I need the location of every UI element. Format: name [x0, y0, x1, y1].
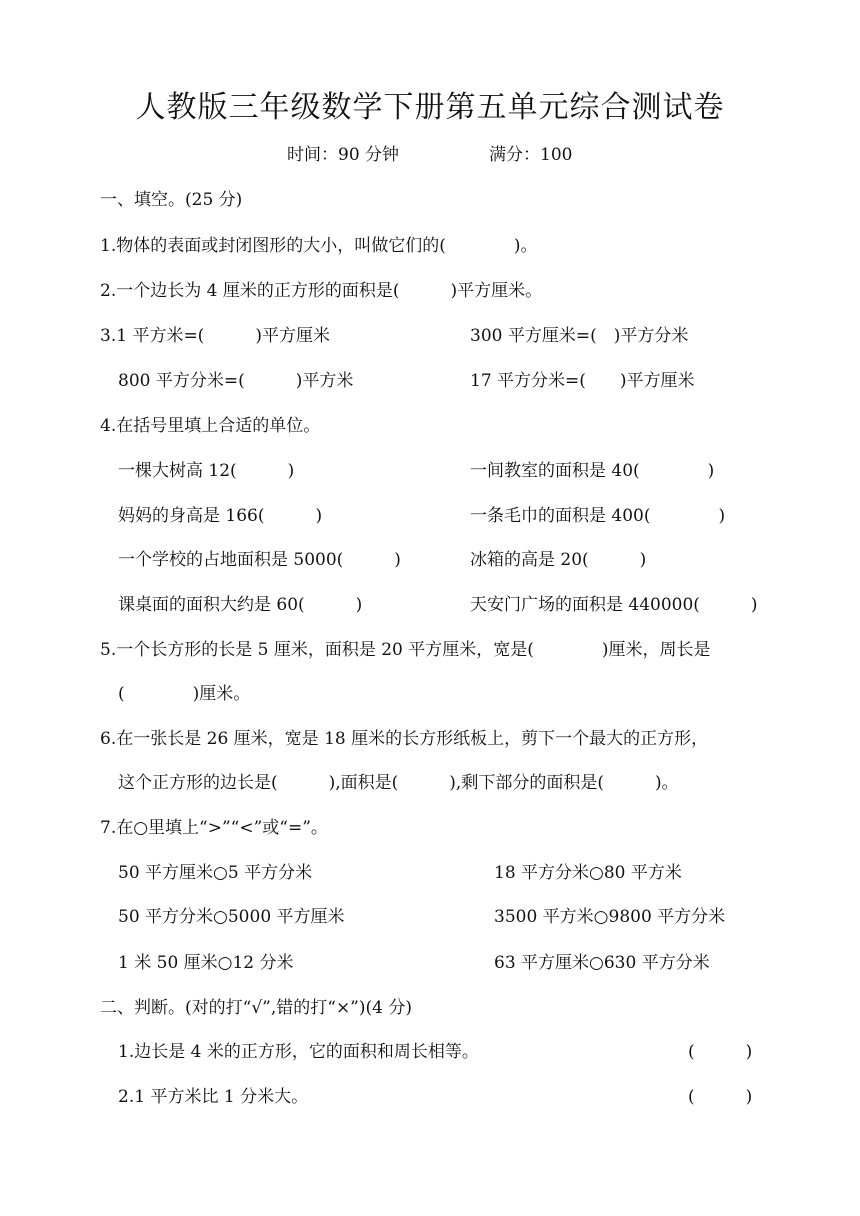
question-6-line1: 6.在一张长是 26 厘米，宽是 18 厘米的长方形纸板上，剪下一个最大的正方形， — [100, 729, 709, 749]
question-7-item: 18 平方分米○80 平方米 — [494, 863, 682, 883]
page-title: 人教版三年级数学下册第五单元综合测试卷 — [135, 90, 725, 125]
judgement-1: 1.边长是 4 米的正方形，它的面积和周长相等。 — [118, 1042, 479, 1062]
question-3a: 3.1 平方米=( )平方厘米 — [100, 326, 330, 346]
question-2: 2.一个边长为 4 厘米的正方形的面积是( )平方厘米。 — [100, 281, 543, 301]
section2-heading: 二、判断。(对的打“√”,错的打“×”)(4 分) — [100, 998, 412, 1018]
question-4-item: 一个学校的占地面积是 5000( ) — [118, 550, 401, 570]
question-4-item: 天安门广场的面积是 440000( ) — [470, 595, 758, 615]
question-5-line1: 5.一个长方形的长是 5 厘米，面积是 20 平方厘米，宽是( )厘米，周长是 — [100, 640, 711, 660]
question-3b: 300 平方厘米=( )平方分米 — [470, 326, 689, 346]
judgement-1-answer-box[interactable]: ( ) — [688, 1042, 753, 1062]
question-4-item: 一条毛巾的面积是 400( ) — [470, 506, 726, 526]
question-6-line2: 这个正方形的边长是( ),面积是( ),剩下部分的面积是( )。 — [118, 773, 679, 793]
question-1: 1.物体的表面或封闭图形的大小，叫做它们的( )。 — [100, 236, 538, 256]
question-3d: 17 平方分米=( )平方厘米 — [470, 371, 695, 391]
full-score: 满分：100 — [489, 145, 573, 165]
question-4-item: 冰箱的高是 20( ) — [470, 550, 647, 570]
judgement-2-answer-box[interactable]: ( ) — [688, 1087, 753, 1107]
question-7-item: 1 米 50 厘米○12 分米 — [118, 953, 294, 973]
question-4-item: 一间教室的面积是 40( ) — [470, 461, 715, 481]
question-7-item: 63 平方厘米○630 平方分米 — [494, 953, 710, 973]
judgement-2: 2.1 平方米比 1 分米大。 — [118, 1087, 309, 1107]
question-7-item: 3500 平方米○9800 平方分米 — [494, 907, 726, 927]
section1-heading: 一、填空。(25 分) — [100, 190, 243, 210]
question-4-item: 一棵大树高 12( ) — [118, 461, 295, 481]
question-4-item: 妈妈的身高是 166( ) — [118, 506, 323, 526]
question-3c: 800 平方分米=( )平方米 — [118, 371, 354, 391]
question-5-line2: ( )厘米。 — [118, 684, 251, 704]
question-7-item: 50 平方厘米○5 平方分米 — [118, 863, 313, 883]
question-4-item: 课桌面的面积大约是 60( ) — [118, 595, 363, 615]
question-4-stem: 4.在括号里填上合适的单位。 — [100, 416, 321, 436]
question-7-stem: 7.在○里填上“>”“<”或“=”。 — [100, 818, 328, 838]
question-7-item: 50 平方分米○5000 平方厘米 — [118, 907, 345, 927]
exam-time: 时间：90 分钟 — [287, 145, 400, 165]
